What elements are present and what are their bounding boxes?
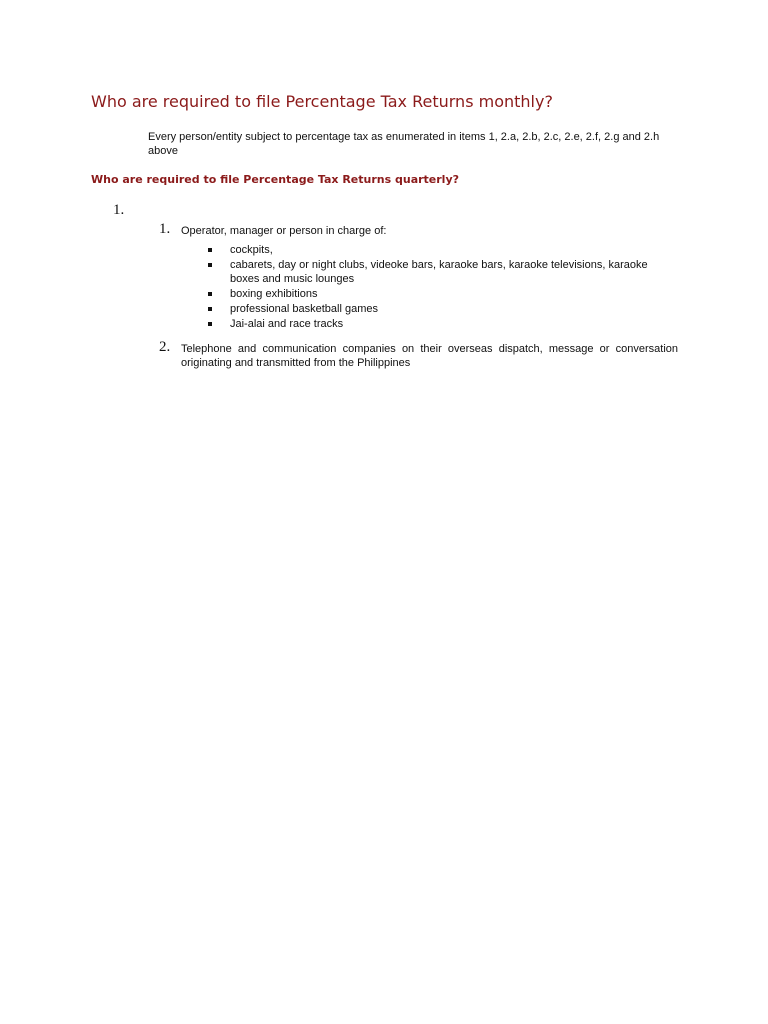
bullet-item	[207, 317, 677, 331]
list-item-text: Telephone and communication companies on their overseas dispatch, message or conversation originating and transmitted from the Philippines	[181, 343, 678, 369]
square-bullet-icon	[208, 263, 212, 267]
list-item-number: 1.	[159, 221, 171, 237]
heading-monthly: Who are required to file Percentage Tax Returns monthly?	[91, 92, 553, 111]
bullet-item	[207, 302, 677, 316]
bullet-item-text: boxing exhibitions	[230, 288, 318, 300]
square-bullet-icon	[208, 322, 212, 326]
bullet-item	[207, 287, 677, 301]
bullet-item-text: cockpits,	[230, 244, 273, 256]
monthly-filers-text: Every person/entity subject to percentage tax as enumerated in items 1, 2.a, 2.b, 2.c, 2.e, 2.f, 2.g and 2.h above	[148, 131, 660, 157]
list-item-number: 2.	[159, 339, 171, 355]
square-bullet-icon	[208, 307, 212, 311]
outer-list-number: 1.	[113, 202, 125, 218]
bullet-item-text: professional basketball games	[230, 303, 378, 315]
bullet-item-text: Jai-alai and race tracks	[230, 318, 344, 330]
list-item-text: Operator, manager or person in charge of:	[181, 225, 387, 237]
venue-bullet-list	[207, 243, 677, 332]
bullet-item	[207, 258, 677, 286]
square-bullet-icon	[208, 292, 212, 296]
bullet-item	[207, 243, 677, 257]
square-bullet-icon	[208, 248, 212, 252]
bullet-item-text: cabarets, day or night clubs, videoke bars, karaoke bars, karaoke televisions, karaoke boxes and music lounges	[230, 259, 648, 285]
heading-quarterly: Who are required to file Percentage Tax Returns quarterly?	[91, 173, 460, 186]
